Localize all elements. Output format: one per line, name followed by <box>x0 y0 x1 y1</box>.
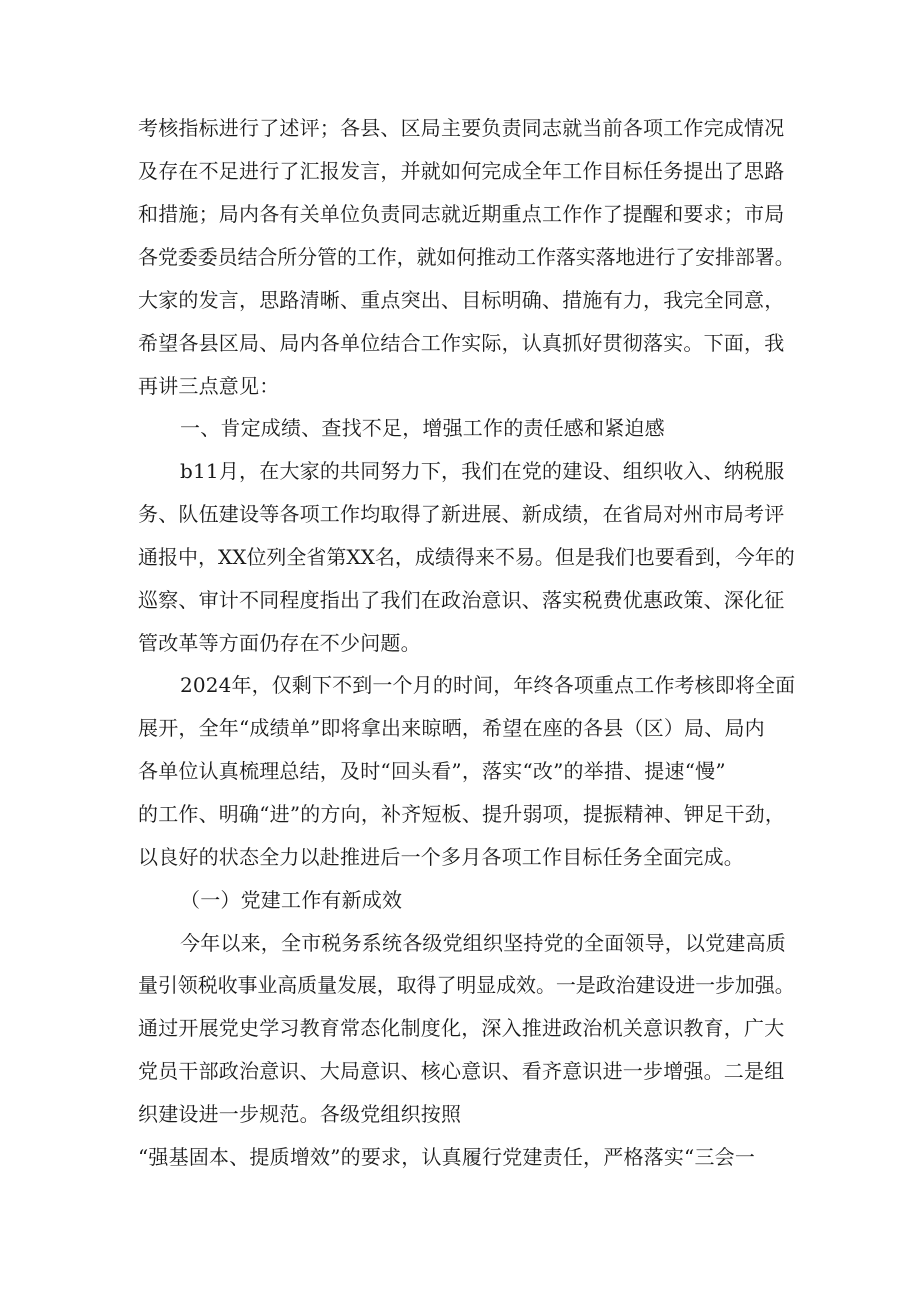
body-text-line: 和措施；局内各有关单位负责同志就近期重点工作作了提醒和要求；市局 <box>138 202 785 226</box>
body-text-line: “强基固本、提质增效”的要求，认真履行党建责任，严格落实“三会一 <box>138 1145 756 1169</box>
body-text-line: 巡察、审计不同程度指出了我们在政治意识、落实税费优惠政策、深化征 <box>138 588 785 612</box>
body-text-line: 以良好的状态全力以赴推进后一个多月各项工作目标任务全面完成。 <box>138 845 744 869</box>
section-heading: 一、肯定成绩、查找不足，增强工作的责任感和紧迫感 <box>180 416 665 440</box>
body-text-line: 量引领税收事业高质量发展，取得了明显成效。一是政治建设进一步加强。 <box>138 973 795 997</box>
body-text-line: 今年以来，全市税务系统各级党组织坚持党的全面领导，以党建高质 <box>180 931 786 955</box>
body-text-line: 及存在不足进行了汇报发言，并就如何完成全年工作目标任务提出了思路 <box>138 159 785 183</box>
body-text-line: 展开，全年“成绩单”即将拿出来晾晒，希望在座的各县（区）局、局内 <box>138 716 765 740</box>
body-text-line: 党员干部政治意识、大局意识、核心意识、看齐意识进一步增强。二是组 <box>138 1059 785 1083</box>
body-text-line: 再讲三点意见： <box>138 374 280 398</box>
body-text-line: 考核指标进行了述评；各县、区局主要负责同志就当前各项工作完成情况 <box>138 116 785 140</box>
body-text-line: 2024年，仅剩下不到一个月的时间，年终各项重点工作考核即将全面 <box>180 673 796 697</box>
body-text-line: 通报中，XX位列全省第XX名，成绩得来不易。但是我们也要看到，今年的 <box>138 545 795 569</box>
body-text-line: 大家的发言，思路清晰、重点突出、目标明确、措施有力，我完全同意， <box>138 288 785 312</box>
body-text-line: 通过开展党史学习教育常态化制度化，深入推进政治机关意识教育，广大 <box>138 1016 785 1040</box>
body-text-line: 希望各县区局、局内各单位结合工作实际，认真抓好贯彻落实。下面，我 <box>138 331 785 355</box>
body-text-line: 务、队伍建设等各项工作均取得了新进展、新成绩，在省局对州市局考评 <box>138 502 785 526</box>
body-text-line: 织建设进一步规范。各级党组织按照 <box>138 1102 462 1126</box>
body-text-line: 各单位认真梳理总结，及时“回头看”，落实“改”的举措、提速“慢” <box>138 759 726 783</box>
body-text-line: 的工作、明确“进”的方向，补齐短板、提升弱项，提振精神、钾足干劲， <box>138 802 786 826</box>
subsection-heading: （一）党建工作有新成效 <box>180 888 403 912</box>
body-text-line: b11月，在大家的共同努力下，我们在党的建设、组织收入、纳税服 <box>180 459 785 483</box>
body-text-line: 各党委委员结合所分管的工作，就如何推动工作落实落地进行了安排部署。 <box>138 245 795 269</box>
body-text-line: 管改革等方面仍存在不少问题。 <box>138 631 421 655</box>
